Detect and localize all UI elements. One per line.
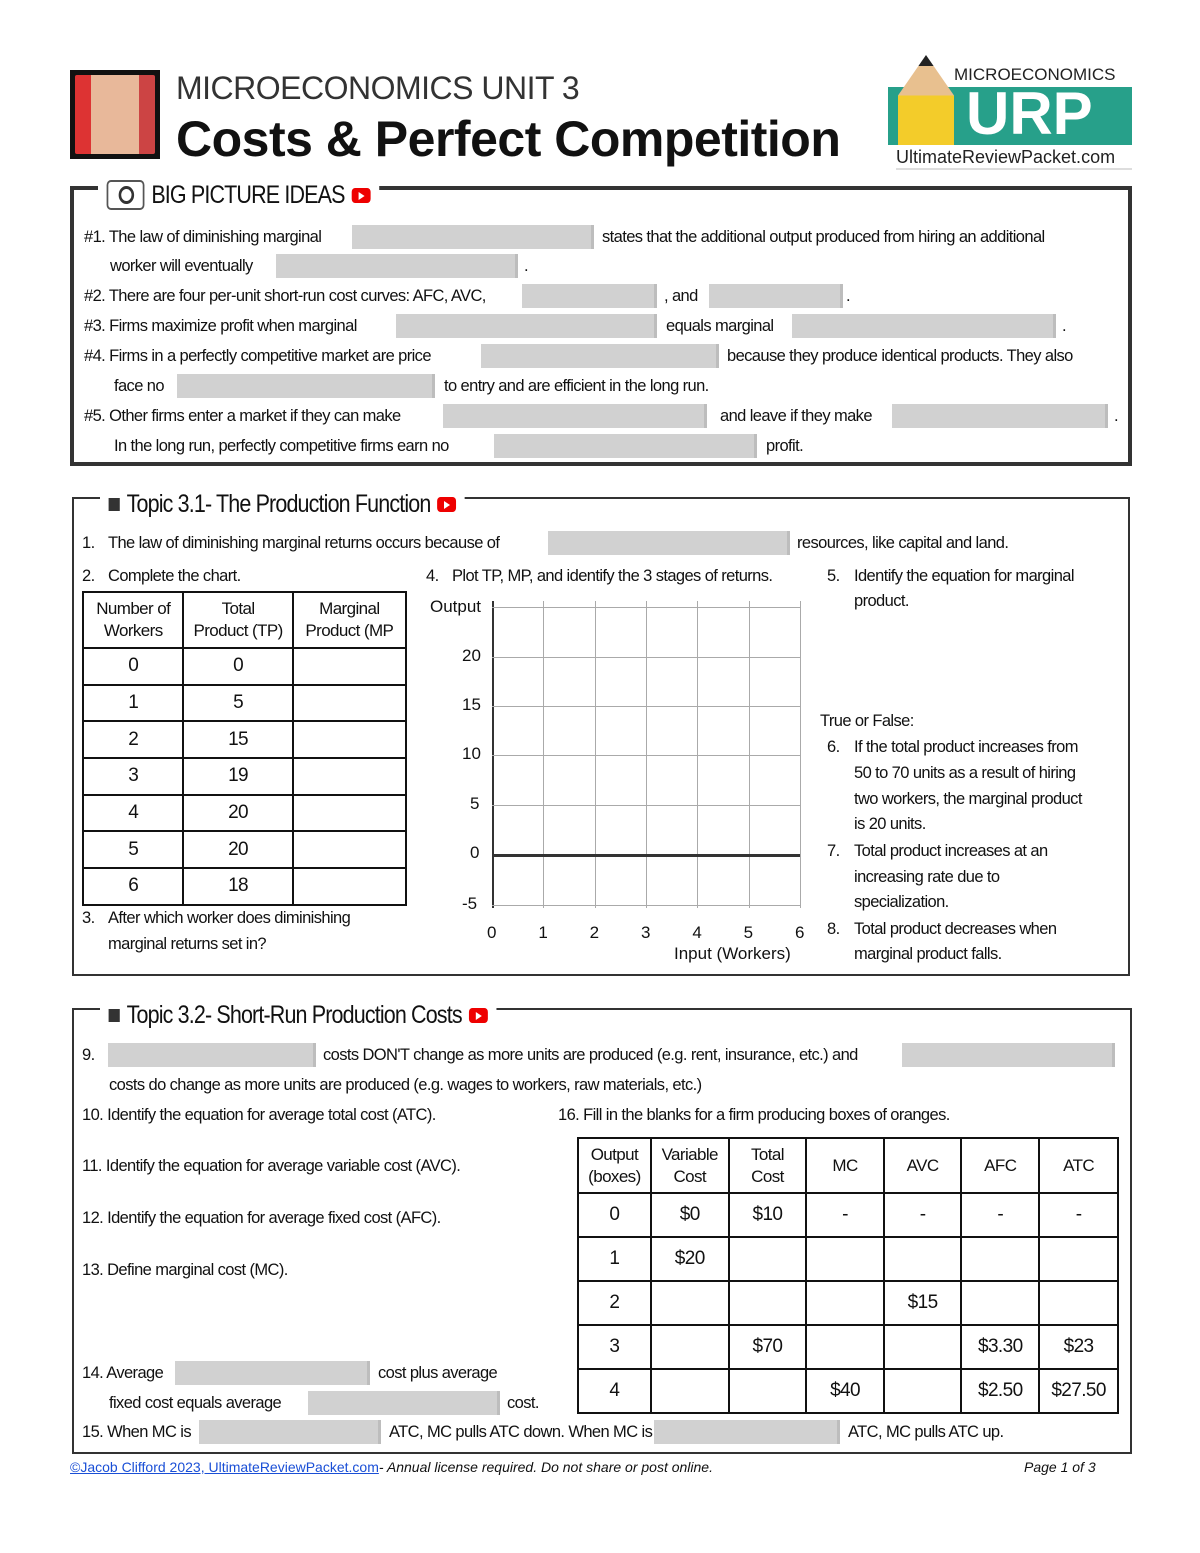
- period: .: [846, 287, 850, 305]
- q6-text: is 20 units.: [854, 815, 926, 833]
- answer-cell[interactable]: [651, 1281, 729, 1325]
- y-tick-label: 0: [470, 843, 480, 862]
- q5-text: Identify the equation for marginal: [854, 567, 1074, 585]
- blank-field[interactable]: [481, 344, 719, 368]
- table-row: [83, 868, 406, 905]
- column-header: ATC: [1039, 1138, 1118, 1193]
- big-picture-header: [98, 178, 379, 212]
- q1-text: The law of diminishing marginal returns occurs because of: [108, 534, 500, 552]
- table-cell: 0: [578, 1193, 651, 1237]
- answer-cell[interactable]: [961, 1281, 1039, 1325]
- table-cell: $3.30: [961, 1325, 1039, 1369]
- grid-line-horizontal: [492, 607, 800, 608]
- q3-text: After which worker does diminishing: [108, 909, 351, 927]
- x-tick-label: 6: [795, 923, 805, 942]
- table-cell: 1: [578, 1237, 651, 1281]
- bp-line-4b: equals marginal: [666, 317, 774, 335]
- topic-3-1-title: Topic 3.1- The Production Function: [126, 489, 431, 518]
- q5-number: 5.: [827, 567, 840, 585]
- y-tick-label: 10: [462, 744, 481, 763]
- blank-field[interactable]: [276, 254, 518, 278]
- answer-cell[interactable]: [293, 831, 406, 868]
- q14-text: 14. Average: [82, 1364, 164, 1382]
- blank-field[interactable]: [548, 531, 790, 555]
- table-cell: $40: [806, 1369, 884, 1413]
- table-cell: 15: [183, 721, 292, 758]
- q7-text: specialization.: [854, 893, 949, 911]
- q9-text-b: costs do change as more units are produced (e.g. wages to workers, raw materials, etc.): [109, 1076, 702, 1094]
- table-cell: 1: [83, 685, 183, 722]
- column-header: Output (boxes): [578, 1138, 651, 1193]
- answer-cell[interactable]: [806, 1325, 884, 1369]
- table-cell: $20: [651, 1237, 729, 1281]
- bp-line-1b: states that the additional output produced from hiring an additional: [602, 228, 1045, 246]
- grid-line-horizontal: [492, 755, 800, 756]
- q8-text: Total product decreases when: [854, 920, 1057, 938]
- y-axis-label: Output: [430, 597, 482, 616]
- table-row: [578, 1325, 1118, 1369]
- column-header: AFC: [961, 1138, 1039, 1193]
- bp-line-5b: because they produce identical products. They also: [727, 347, 1073, 365]
- grid-line-horizontal: [492, 805, 800, 806]
- q8-text: marginal product falls.: [854, 945, 1002, 963]
- answer-cell[interactable]: [884, 1325, 962, 1369]
- bp-line-8b: profit.: [766, 437, 804, 455]
- bp-line-7b: and leave if they make: [720, 407, 872, 425]
- bp-line-3: #2. There are four per-unit short-run cost curves: AFC, AVC,: [84, 287, 486, 305]
- table-row: [83, 831, 406, 868]
- q6-text: If the total product increases from: [854, 738, 1078, 756]
- column-header: Total Cost: [729, 1138, 807, 1193]
- youtube-icon[interactable]: [351, 188, 370, 203]
- q14-text-d: cost.: [507, 1394, 539, 1412]
- table-cell: $27.50: [1039, 1369, 1118, 1413]
- table-cell: $2.50: [961, 1369, 1039, 1413]
- x-axis-label: Input (Workers): [674, 944, 791, 963]
- q12-text: 12. Identify the equation for average fixed cost (AFC).: [82, 1209, 441, 1227]
- table-cell: -: [884, 1193, 962, 1237]
- bullet-square-icon: [109, 498, 120, 511]
- table-cell: 3: [83, 758, 183, 795]
- table-row: [83, 685, 406, 722]
- q7-number: 7.: [827, 842, 840, 860]
- blank-field[interactable]: [108, 1043, 316, 1067]
- answer-cell[interactable]: [293, 685, 406, 722]
- answer-cell[interactable]: [729, 1281, 807, 1325]
- q9-number: 9.: [82, 1046, 95, 1064]
- answer-cell[interactable]: [651, 1369, 729, 1413]
- x-tick-label: 1: [538, 923, 548, 942]
- table-cell: 2: [578, 1281, 651, 1325]
- x-tick-label: 4: [692, 923, 702, 942]
- q15-text-b: ATC, MC pulls ATC down. When MC is: [389, 1423, 653, 1441]
- pencil-icon: [898, 55, 954, 145]
- answer-cell[interactable]: [961, 1237, 1039, 1281]
- unit-label: MICROECONOMICS UNIT 3: [176, 70, 580, 106]
- q6-text: 50 to 70 units as a result of hiring: [854, 764, 1076, 782]
- q5-text-b: product.: [854, 592, 909, 610]
- table-cell: 20: [183, 831, 292, 868]
- table-cell: 4: [83, 795, 183, 832]
- table-row: [83, 795, 406, 832]
- table-cell: 0: [183, 648, 292, 685]
- q1-number: 1.: [82, 534, 95, 552]
- x-tick-label: 0: [487, 923, 497, 942]
- table-cell: $10: [729, 1193, 807, 1237]
- q4-text: Plot TP, MP, and identify the 3 stages of returns.: [452, 567, 773, 585]
- blank-field[interactable]: [792, 314, 1056, 338]
- q2-text: Complete the chart.: [108, 567, 241, 585]
- bullet-square-icon: [109, 1009, 120, 1022]
- answer-cell[interactable]: [293, 868, 406, 905]
- blank-field[interactable]: [902, 1043, 1115, 1067]
- true-false-label: True or False:: [820, 712, 914, 730]
- y-tick-label: 5: [470, 794, 480, 813]
- q4-number: 4.: [426, 567, 439, 585]
- table-cell: 3: [578, 1325, 651, 1369]
- table-cell: 0: [83, 648, 183, 685]
- blank-field[interactable]: [443, 404, 707, 428]
- table-row: [83, 758, 406, 795]
- answer-cell[interactable]: [884, 1237, 962, 1281]
- grid-line-horizontal: [492, 657, 800, 658]
- blank-field[interactable]: [177, 374, 435, 398]
- period: .: [1062, 317, 1066, 335]
- x-tick-label: 5: [743, 923, 754, 942]
- y-tick-label: 15: [462, 695, 481, 714]
- column-header: Number of Workers: [83, 592, 183, 648]
- table-row: [578, 1281, 1118, 1325]
- license-notice: - Annual license required. Do not share or post online.: [378, 1459, 713, 1475]
- table-cell: -: [806, 1193, 884, 1237]
- table-cell: $0: [651, 1193, 729, 1237]
- grid-line-horizontal: [492, 706, 800, 707]
- bp-line-4: #3. Firms maximize profit when marginal: [84, 317, 357, 335]
- y-tick-label: -5: [462, 894, 478, 913]
- q13-text: 13. Define marginal cost (MC).: [82, 1261, 288, 1279]
- blank-field[interactable]: [352, 225, 594, 249]
- big-picture-title: BIG PICTURE IDEAS: [151, 180, 345, 209]
- q1-text-b: resources, like capital and land.: [797, 534, 1009, 552]
- blank-field[interactable]: [654, 1420, 840, 1444]
- table-cell: $23: [1039, 1325, 1118, 1369]
- answer-cell[interactable]: [729, 1237, 807, 1281]
- table-cell: 18: [183, 868, 292, 905]
- blank-field[interactable]: [522, 284, 657, 308]
- column-header: Marginal Product (MP: [293, 592, 406, 648]
- table-row: [83, 648, 406, 685]
- bp-line-3b: , and: [664, 287, 698, 305]
- answer-cell[interactable]: [293, 648, 406, 685]
- bp-line-7: #5. Other firms enter a market if they can make: [84, 407, 401, 425]
- column-header: MC: [806, 1138, 884, 1193]
- bp-line-6b: to entry and are efficient in the long run.: [444, 377, 709, 395]
- production-table: [82, 591, 407, 906]
- footer: [70, 1459, 713, 1475]
- x-tick-label: 2: [589, 923, 600, 942]
- page-number: Page 1 of 3: [1024, 1459, 1096, 1475]
- bp-line-5: #4. Firms in a perfectly competitive market are price: [84, 347, 431, 365]
- page-title: Costs & Perfect Competition: [176, 111, 841, 167]
- table-cell: -: [961, 1193, 1039, 1237]
- q16-text: 16. Fill in the blanks for a firm producing boxes of oranges.: [558, 1106, 950, 1124]
- bp-line-2: worker will eventually: [110, 257, 253, 275]
- topic-3-1-header: [100, 488, 465, 520]
- q10-text: 10. Identify the equation for average total cost (ATC).: [82, 1106, 436, 1124]
- table-row: [578, 1369, 1118, 1413]
- table-cell: $15: [884, 1281, 962, 1325]
- x-tick-label: 3: [641, 923, 651, 942]
- camera-icon: [107, 180, 145, 210]
- y-tick-label: 20: [462, 646, 481, 665]
- q2-number: 2.: [82, 567, 95, 585]
- table-row: [578, 1193, 1118, 1237]
- q11-text: 11. Identify the equation for average variable cost (AVC).: [82, 1157, 461, 1175]
- q3-number: 3.: [82, 909, 95, 927]
- q15-text: 15. When MC is: [82, 1423, 191, 1441]
- table-row: [578, 1237, 1118, 1281]
- q15-text-c: ATC, MC pulls ATC up.: [848, 1423, 1004, 1441]
- table-row: [83, 721, 406, 758]
- answer-cell[interactable]: [884, 1369, 962, 1413]
- youtube-icon[interactable]: [437, 497, 456, 512]
- q8-number: 8.: [827, 920, 840, 938]
- answer-cell[interactable]: [293, 758, 406, 795]
- q6-text: two workers, the marginal product: [854, 790, 1082, 808]
- column-header: Total Product (TP): [183, 592, 292, 648]
- blank-field[interactable]: [175, 1361, 370, 1385]
- table-cell: 6: [83, 868, 183, 905]
- bp-line-8: In the long run, perfectly competitive firms earn no: [114, 437, 449, 455]
- answer-cell[interactable]: [1039, 1237, 1118, 1281]
- table-cell: -: [1039, 1193, 1118, 1237]
- bp-line-6: face no: [114, 377, 164, 395]
- youtube-icon[interactable]: [469, 1008, 488, 1023]
- table-cell: 19: [183, 758, 292, 795]
- answer-cell[interactable]: [806, 1281, 884, 1325]
- answer-cell[interactable]: [806, 1237, 884, 1281]
- answer-cell[interactable]: [293, 721, 406, 758]
- table-cell: 2: [83, 721, 183, 758]
- table-cell: 4: [578, 1369, 651, 1413]
- table-cell: $70: [729, 1325, 807, 1369]
- blank-field[interactable]: [892, 404, 1108, 428]
- answer-cell[interactable]: [1039, 1281, 1118, 1325]
- blank-field[interactable]: [199, 1420, 381, 1444]
- answer-cell[interactable]: [729, 1369, 807, 1413]
- q14-text-b: cost plus average: [378, 1364, 498, 1382]
- urp-logo: MICROECONOMICS URP UltimateReviewPacket.com: [888, 55, 1132, 170]
- column-header: AVC: [884, 1138, 962, 1193]
- column-header: Variable Cost: [651, 1138, 729, 1193]
- q6-number: 6.: [827, 738, 840, 756]
- grid-line-vertical: [800, 601, 801, 908]
- period: .: [1114, 407, 1118, 425]
- answer-cell[interactable]: [651, 1325, 729, 1369]
- table-cell: 20: [183, 795, 292, 832]
- author-photo: [70, 70, 160, 159]
- q14-text-c: fixed cost equals average: [109, 1394, 282, 1412]
- grid-line-horizontal: [492, 854, 800, 857]
- blank-field[interactable]: [494, 434, 757, 458]
- q7-text: Total product increases at an: [854, 842, 1048, 860]
- blank-field[interactable]: [709, 284, 843, 308]
- q9-text: costs DON'T change as more units are produced (e.g. rent, insurance, etc.) and: [323, 1046, 858, 1064]
- cost-table: [577, 1137, 1119, 1414]
- table-cell: 5: [183, 685, 292, 722]
- q3-text-b: marginal returns set in?: [108, 935, 267, 953]
- topic-3-2-title: Topic 3.2- Short-Run Production Costs: [126, 1000, 462, 1029]
- bp-line-1: #1. The law of diminishing marginal: [84, 228, 322, 246]
- copyright-link[interactable]: ©Jacob Clifford 2023, UltimateReviewPacket.com: [70, 1459, 379, 1475]
- answer-cell[interactable]: [293, 795, 406, 832]
- q7-text: increasing rate due to: [854, 868, 1000, 886]
- grid-line-horizontal: [492, 905, 800, 906]
- blank-field[interactable]: [308, 1391, 500, 1415]
- topic-3-2-header: [100, 999, 496, 1031]
- blank-field[interactable]: [396, 314, 657, 338]
- table-cell: 5: [83, 831, 183, 868]
- period: .: [524, 257, 528, 275]
